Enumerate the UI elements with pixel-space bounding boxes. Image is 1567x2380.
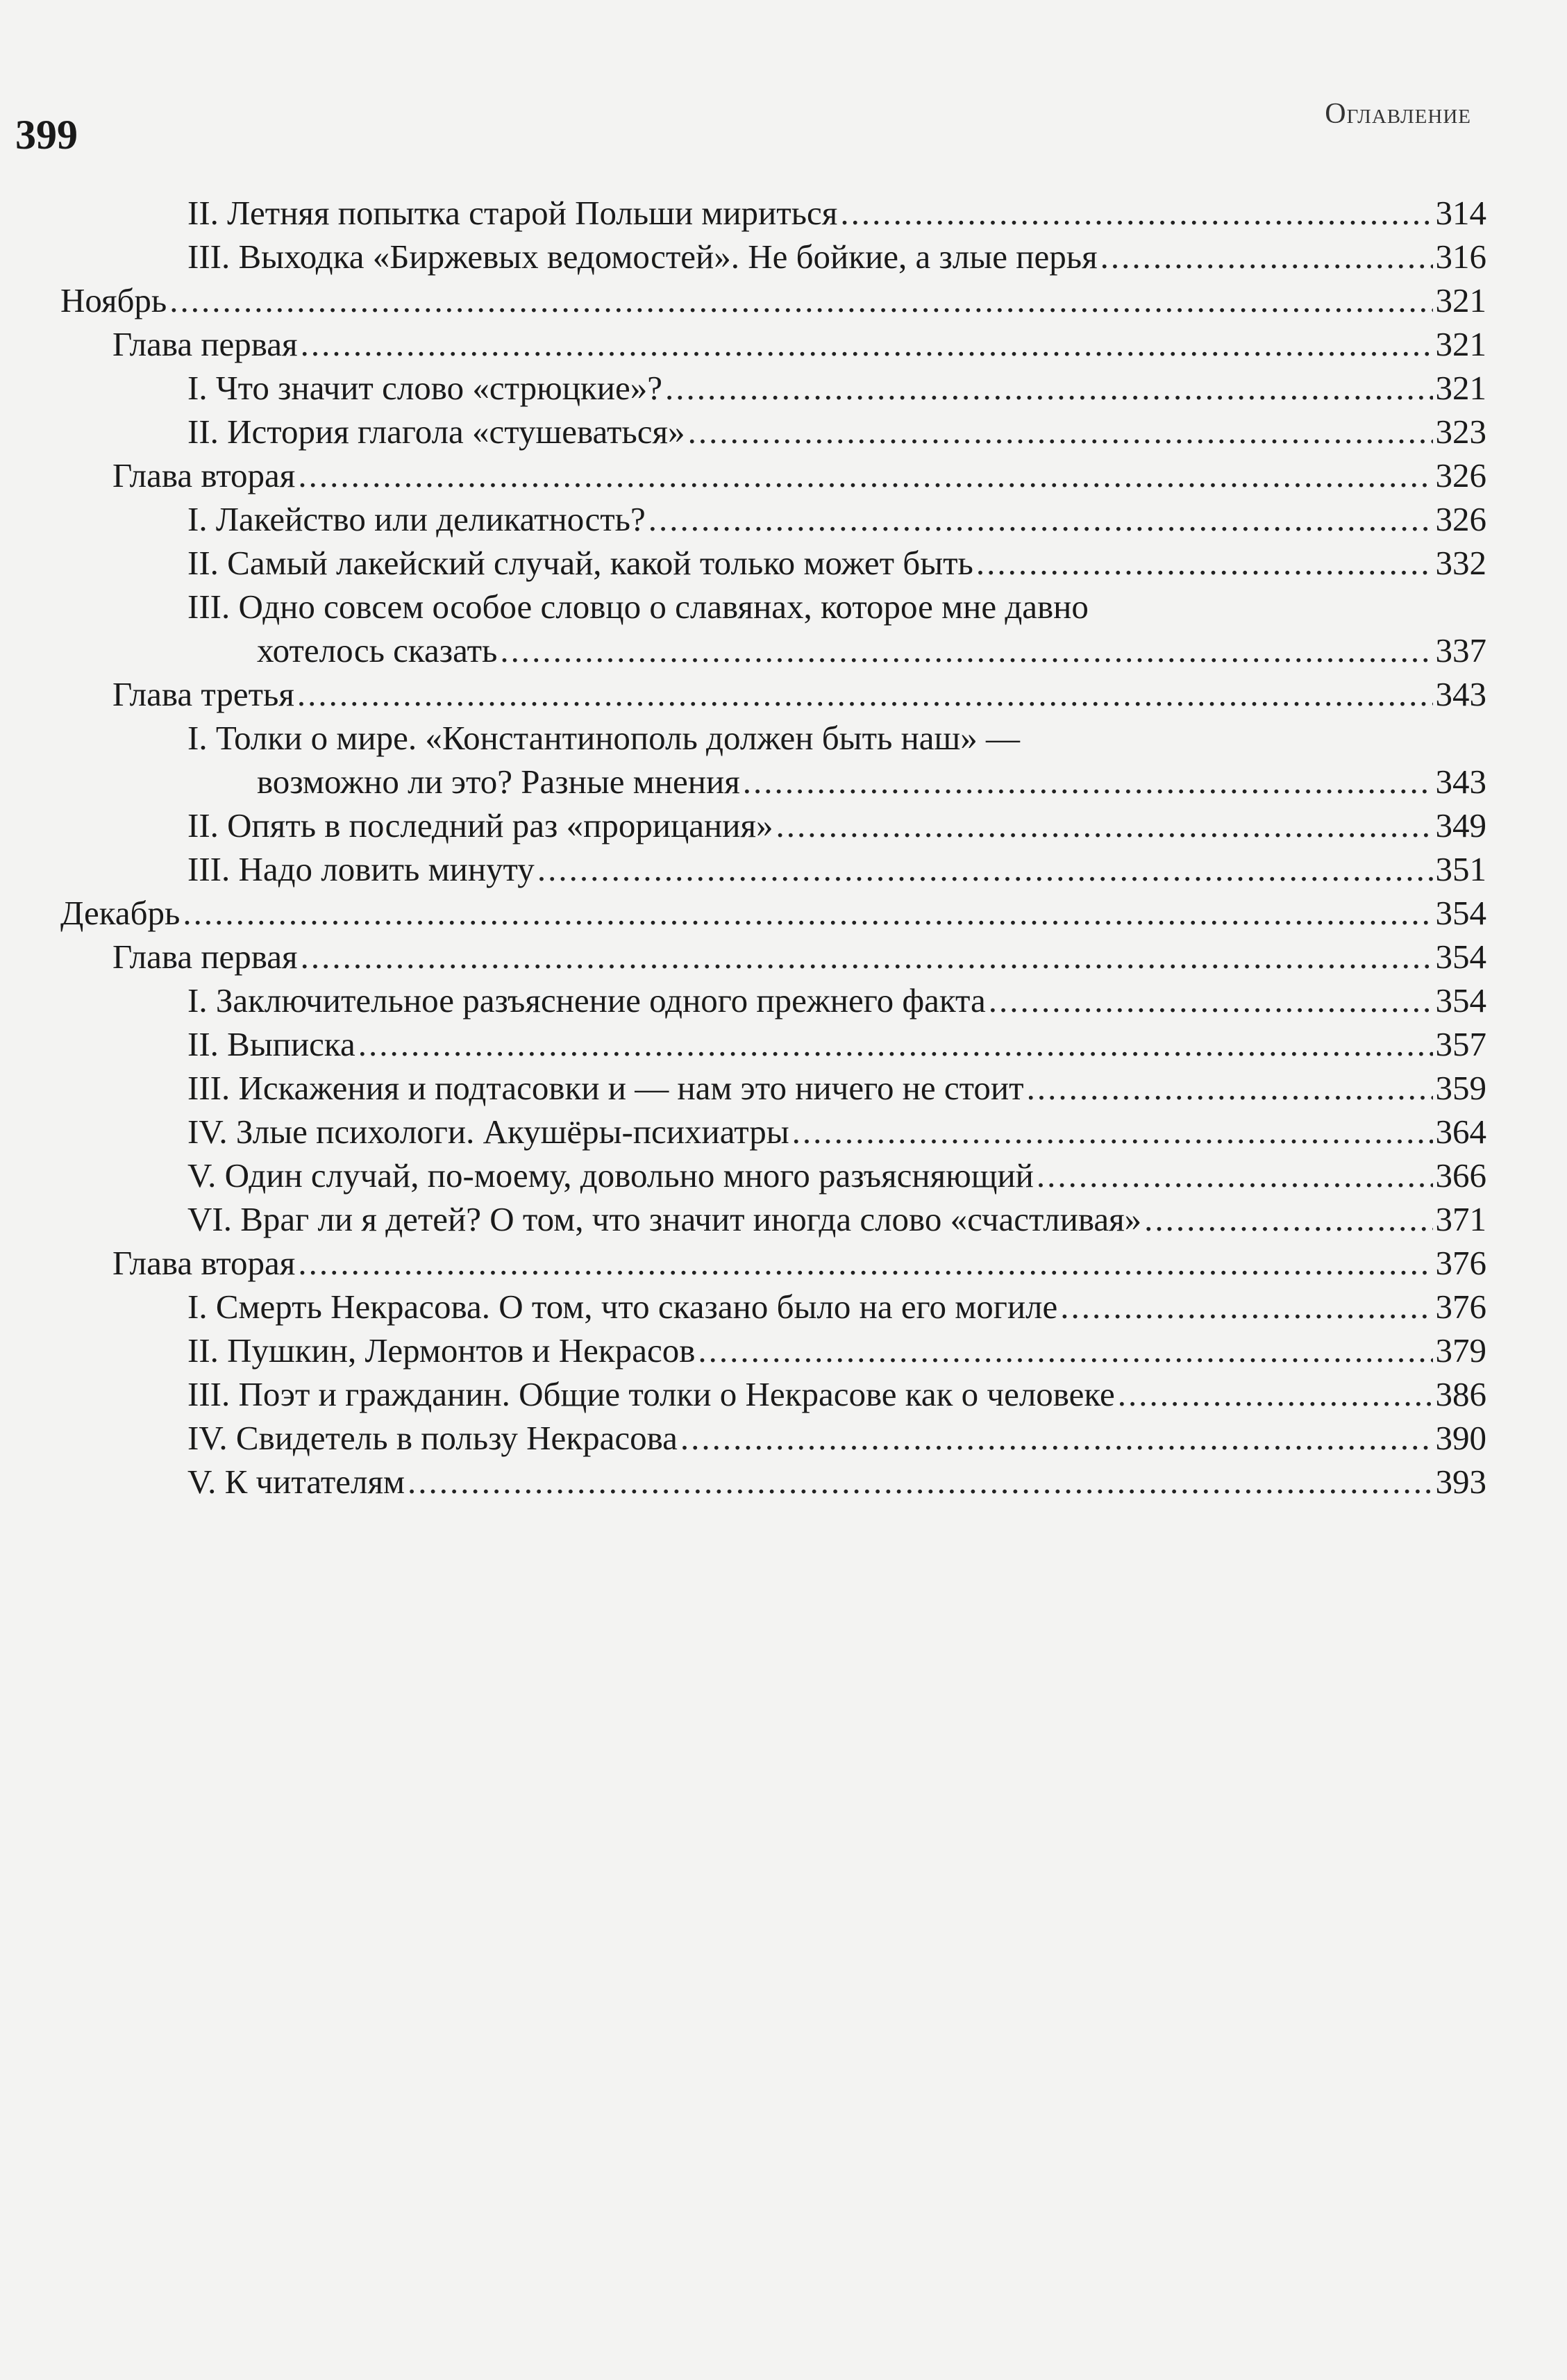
toc-entry-page: 323 [1435, 413, 1486, 451]
dot-leader [1060, 1285, 1432, 1329]
toc-entry-title: V. К читателям [187, 1463, 405, 1501]
dot-leader [680, 1416, 1433, 1460]
dot-leader [976, 541, 1433, 585]
toc-entry [0, 847, 1567, 891]
toc-entry-title: I. Лакейство или деликатность? [187, 500, 646, 538]
toc-entry [0, 366, 1567, 410]
toc-entry-title: III. Надо ловить минуту [187, 850, 535, 888]
toc-entry-page: 349 [1435, 806, 1486, 844]
toc-entry-page: 376 [1435, 1244, 1486, 1282]
toc-entry [0, 1022, 1567, 1066]
toc-entry-page: 371 [1435, 1200, 1486, 1238]
toc-entry-page: 390 [1435, 1419, 1486, 1457]
toc-entry-page: 364 [1435, 1113, 1486, 1151]
dot-leader [500, 629, 1432, 672]
toc-entry-title: Глава третья [112, 675, 294, 713]
toc-entry-page: 314 [1435, 194, 1486, 232]
dot-leader [792, 1110, 1433, 1154]
toc-entry-title: II. Выписка [187, 1025, 355, 1063]
toc-entry-page: 343 [1435, 675, 1486, 713]
toc-entry-title: Глава вторая [112, 1244, 296, 1282]
toc-entry-title: II. Летняя попытка старой Польши мириться [187, 194, 838, 232]
dot-leader [743, 760, 1433, 804]
page-number: 399 [15, 112, 78, 158]
toc-entry-title: I. Заключительное разъяснение одного прежнего факта [187, 981, 986, 1020]
dot-leader [688, 410, 1433, 453]
toc-entry [0, 891, 1567, 935]
dot-leader [169, 278, 1432, 322]
toc-entry-page: 337 [1435, 631, 1486, 669]
toc-entry-title: VI. Враг ли я детей? О том, что значит иногда слово «счастливая» [187, 1200, 1142, 1238]
dot-leader [298, 1241, 1432, 1285]
toc-entry-page: 354 [1435, 894, 1486, 932]
dot-leader [298, 453, 1432, 497]
toc-entry-title: I. Толки о мире. «Константинополь должен быть наш» — [187, 719, 1021, 757]
toc-entry-title-continuation: хотелось сказать [257, 631, 498, 669]
toc-entry [0, 453, 1567, 497]
toc-entry [0, 935, 1567, 979]
toc-entry [0, 497, 1567, 541]
toc-entry-page: 343 [1435, 763, 1486, 801]
toc-entry-page: 321 [1435, 369, 1486, 407]
dot-leader [1144, 1197, 1432, 1241]
dot-leader [301, 935, 1433, 979]
toc-entry-page: 393 [1435, 1463, 1486, 1501]
toc-entry [0, 1154, 1567, 1197]
dot-leader [183, 891, 1432, 935]
dot-leader [1118, 1372, 1433, 1416]
toc-entry [0, 410, 1567, 453]
toc-entry-page: 354 [1435, 981, 1486, 1020]
toc-entry-page: 321 [1435, 281, 1486, 319]
toc-entry-title: Глава первая [112, 325, 298, 363]
table-of-contents [0, 191, 1567, 1504]
toc-entry-page: 386 [1435, 1375, 1486, 1413]
dot-leader [297, 672, 1433, 716]
toc-entry-title: Декабрь [60, 894, 181, 932]
toc-entry [0, 235, 1567, 278]
toc-entry-page: 354 [1435, 938, 1486, 976]
toc-entry-title: II. История глагола «стушеваться» [187, 413, 685, 451]
dot-leader [358, 1022, 1433, 1066]
toc-entry-title: V. Один случай, по-моему, довольно много разъясняющий [187, 1156, 1034, 1195]
toc-entry-title: IV. Свидетель в пользу Некрасова [187, 1419, 678, 1457]
dot-leader [537, 847, 1433, 891]
toc-entry-title: Ноябрь [60, 281, 167, 319]
toc-entry [0, 278, 1567, 322]
toc-entry-title: III. Выходка «Биржевых ведомостей». Не бойкие, а злые перья [187, 238, 1098, 276]
dot-leader [776, 804, 1433, 847]
toc-entry-page: 379 [1435, 1331, 1486, 1370]
toc-entry [0, 541, 1567, 585]
toc-entry-page: 359 [1435, 1069, 1486, 1107]
dot-leader [1100, 235, 1433, 278]
toc-entry [0, 1329, 1567, 1372]
toc-entry [0, 979, 1567, 1022]
toc-entry-title: I. Смерть Некрасова. О том, что сказано было на его могиле [187, 1288, 1058, 1326]
toc-entry [0, 672, 1567, 716]
toc-entry [0, 585, 1567, 629]
toc-entry-continuation [0, 760, 1567, 804]
dot-leader [301, 322, 1433, 366]
toc-entry [0, 1372, 1567, 1416]
toc-entry [0, 716, 1567, 760]
toc-entry-title: III. Поэт и гражданин. Общие толки о Некрасове как о человеке [187, 1375, 1115, 1413]
toc-entry-page: 326 [1435, 456, 1486, 494]
toc-entry-page: 326 [1435, 500, 1486, 538]
toc-entry-page: 366 [1435, 1156, 1486, 1195]
toc-entry-title: Глава первая [112, 938, 298, 976]
dot-leader [1037, 1154, 1433, 1197]
toc-entry-title: II. Пушкин, Лермонтов и Некрасов [187, 1331, 696, 1370]
toc-entry-page: 376 [1435, 1288, 1486, 1326]
toc-entry [0, 1241, 1567, 1285]
toc-entry [0, 1460, 1567, 1504]
dot-leader [648, 497, 1433, 541]
toc-entry-title: I. Что значит слово «стрюцкие»? [187, 369, 662, 407]
running-title: Оглавление [1325, 98, 1471, 130]
toc-entry [0, 1197, 1567, 1241]
dot-leader [698, 1329, 1432, 1372]
toc-entry-page: 332 [1435, 544, 1486, 582]
toc-entry-page: 321 [1435, 325, 1486, 363]
toc-entry-title: II. Опять в последний раз «прорицания» [187, 806, 773, 844]
dot-leader [665, 366, 1433, 410]
dot-leader [989, 979, 1433, 1022]
toc-entry [0, 191, 1567, 235]
toc-entry-page: 316 [1435, 238, 1486, 276]
toc-entry [0, 804, 1567, 847]
toc-entry-title: Глава вторая [112, 456, 296, 494]
toc-entry [0, 1066, 1567, 1110]
toc-entry-title: II. Самый лакейский случай, какой только может быть [187, 544, 973, 582]
dot-leader [408, 1460, 1432, 1504]
toc-entry [0, 1285, 1567, 1329]
toc-entry-title: III. Одно совсем особое словцо о славянах, которое мне давно [187, 588, 1089, 626]
toc-entry [0, 1416, 1567, 1460]
dot-leader [1027, 1066, 1433, 1110]
dot-leader [840, 191, 1432, 235]
toc-entry-title: III. Искажения и подтасовки и — нам это ничего не стоит [187, 1069, 1024, 1107]
toc-entry-page: 351 [1435, 850, 1486, 888]
toc-entry [0, 322, 1567, 366]
toc-entry-page: 357 [1435, 1025, 1486, 1063]
toc-entry-title-continuation: возможно ли это? Разные мнения [257, 763, 740, 801]
toc-entry-continuation [0, 629, 1567, 672]
toc-entry-title: IV. Злые психологи. Акушёры-психиатры [187, 1113, 789, 1151]
toc-entry [0, 1110, 1567, 1154]
